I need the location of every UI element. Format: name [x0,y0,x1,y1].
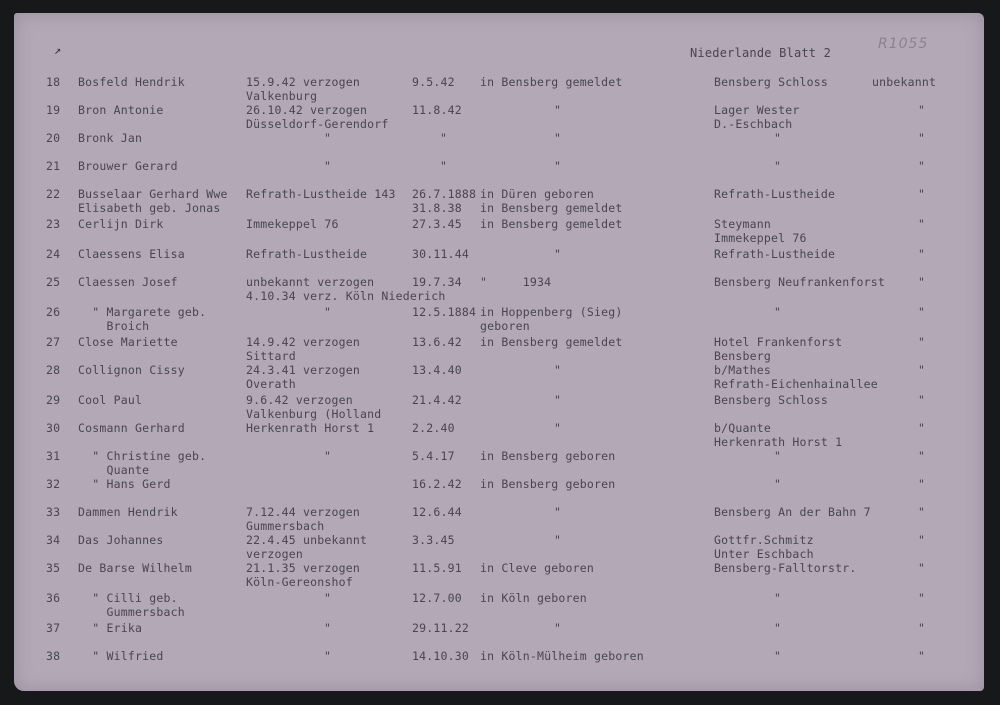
residence-note: 26.10.42 verzogen Düsseldorf-Gerendorf [246,103,389,131]
registration-note: " [554,393,562,407]
address: " [774,305,782,319]
residence-note: " [324,449,332,463]
registration-note: in Bensberg gemeldet [480,217,623,231]
residence-note: " [324,305,332,319]
address: Bensberg Schloss [714,393,828,407]
date: 29.11.22 [412,621,469,635]
status: unbekannt [872,75,937,89]
row-number: 20 [46,131,61,145]
date: 3.3.45 [412,533,455,547]
date: 13.6.42 [412,335,462,349]
registration-note: in Cleve geboren [480,561,594,575]
registration-note: " [554,247,562,261]
residence-note: 22.4.45 unbekannt verzogen [246,533,368,561]
residence-note: 24.3.41 verzogen Overath [246,363,360,391]
status: " [918,131,926,145]
address: " [774,591,782,605]
address: Gottfr.Schmitz Unter Eschbach [714,533,814,561]
address: " [774,131,782,145]
person-name: Cool Paul [78,393,143,407]
status: " [918,449,926,463]
date: 21.4.42 [412,393,462,407]
address: Bensberg An der Bahn 7 [714,505,871,519]
status: " [918,305,926,319]
row-number: 29 [46,393,61,407]
person-name: Das Johannes [78,533,164,547]
row-number: 25 [46,275,61,289]
address: Bensberg Neufrankenforst [714,275,885,289]
document-title: Niederlande Blatt 2 [690,46,832,60]
date: " [440,159,448,173]
document-page [14,13,984,691]
date: 11.8.42 [412,103,462,117]
status: " [918,217,926,231]
registration-note: in Köln-Mülheim geboren [480,649,644,663]
registration-note: in Bensberg geboren [480,449,616,463]
date: 12.6.44 [412,505,462,519]
registration-note: in Köln geboren [480,591,587,605]
row-number: 37 [46,621,61,635]
date: 11.5.91 [412,561,462,575]
residence-note: 15.9.42 verzogen Valkenburg [246,75,360,103]
registration-note: in Bensberg gemeldet [480,335,623,349]
row-number: 21 [46,159,61,173]
status: " [918,393,926,407]
person-name: De Barse Wilhelm [78,561,192,575]
address: b/Quante Herkenrath Horst 1 [714,421,843,449]
registration-note: " [554,131,562,145]
address: Hotel Frankenforst Bensberg [714,335,843,363]
residence-note: 21.1.35 verzogen Köln-Gereonshof [246,561,360,589]
row-number: 33 [46,505,61,519]
person-name: Bronk Jan [78,131,143,145]
date: 19.7.34 [412,275,462,289]
corner-mark: ↗ [54,43,62,57]
date: 2.2.40 [412,421,455,435]
residence-note: Immekeppel 76 [246,217,339,231]
residence-note: unbekannt verzogen 4.10.34 verz. Köln Niederich [246,275,446,303]
registration-note: " [554,363,562,377]
registration-note: in Düren geboren in Bensberg gemeldet [480,187,623,215]
row-number: 24 [46,247,61,261]
row-number: 22 [46,187,61,201]
registration-note: in Bensberg gemeldet [480,75,623,89]
status: " [918,363,926,377]
date: 9.5.42 [412,75,455,89]
person-name: Bosfeld Hendrik [78,75,185,89]
address: " [774,449,782,463]
date: 30.11.44 [412,247,469,261]
person-name: Claessens Elisa [78,247,185,261]
row-number: 35 [46,561,61,575]
row-number: 28 [46,363,61,377]
status: " [918,421,926,435]
residence-note: 14.9.42 verzogen Sittard [246,335,360,363]
status: " [918,103,926,117]
address: " [774,621,782,635]
status: " [918,477,926,491]
person-name: Busselaar Gerhard Wwe Elisabeth geb. Jonas [78,187,228,215]
residence-note: " [324,621,332,635]
residence-note: 9.6.42 verzogen Valkenburg (Holland [246,393,382,421]
date: 26.7.1888 31.8.38 [412,187,477,215]
person-name: Close Mariette [78,335,178,349]
row-number: 31 [46,449,61,463]
address: Steymann Immekeppel 76 [714,217,807,245]
date: 14.10.30 [412,649,469,663]
row-number: 18 [46,75,61,89]
person-name: Bron Antonie [78,103,164,117]
residence-note: " [324,591,332,605]
address: " [774,477,782,491]
registration-note: " [554,159,562,173]
status: " [918,187,926,201]
status: " [918,591,926,605]
row-number: 19 [46,103,61,117]
date: 13.4.40 [412,363,462,377]
row-number: 26 [46,305,61,319]
registration-note: " [554,421,562,435]
registration-note: " 1934 [480,275,552,289]
person-name: Brouwer Gerard [78,159,178,173]
archive-reference: R1055 [878,36,929,52]
person-name: " Erika [78,621,143,635]
person-name: " Margarete geb. Broich [92,305,207,333]
person-name: Dammen Hendrik [78,505,178,519]
status: " [918,533,926,547]
status: " [918,649,926,663]
residence-note: Herkenrath Horst 1 [246,421,375,435]
residence-note: " [324,159,332,173]
person-name: " Hans Gerd [78,477,171,491]
person-name: Collignon Cissy [78,363,185,377]
row-number: 34 [46,533,61,547]
row-number: 36 [46,591,61,605]
row-number: 32 [46,477,61,491]
residence-note: Refrath-Lustheide 143 [246,187,396,201]
address: Bensberg Schloss [714,75,828,89]
address: " [774,649,782,663]
status: " [918,561,926,575]
date: " [440,131,448,145]
registration-note: " [554,621,562,635]
person-name: " Christine geb. Quante [92,449,207,477]
date: 5.4.17 [412,449,455,463]
date: 12.5.1884 [412,305,477,319]
status: " [918,247,926,261]
residence-note: " [324,649,332,663]
status: " [918,335,926,349]
address: Lager Wester D.-Eschbach [714,103,800,131]
address: Bensberg-Falltorstr. [714,561,857,575]
registration-note: in Hoppenberg (Sieg) geboren [480,305,623,333]
date: 16.2.42 [412,477,462,491]
row-number: 38 [46,649,61,663]
date: 27.3.45 [412,217,462,231]
status: " [918,505,926,519]
registration-note: " [554,533,562,547]
row-number: 30 [46,421,61,435]
person-name: " Wilfried [78,649,164,663]
address: " [774,159,782,173]
registration-note: " [554,103,562,117]
address: Refrath-Lustheide [714,187,836,201]
status: " [918,159,926,173]
status: " [918,275,926,289]
residence-note: Refrath-Lustheide [246,247,368,261]
person-name: " Cilli geb. Gummersbach [92,591,185,619]
registration-note: in Bensberg geboren [480,477,616,491]
row-number: 23 [46,217,61,231]
address: Refrath-Lustheide [714,247,836,261]
registration-note: " [554,505,562,519]
row-number: 27 [46,335,61,349]
residence-note: " [324,131,332,145]
address: b/Mathes Refrath-Eichenhainallee [714,363,878,391]
person-name: Cerlijn Dirk [78,217,164,231]
status: " [918,621,926,635]
person-name: Claessen Josef [78,275,178,289]
date: 12.7.00 [412,591,462,605]
residence-note: 7.12.44 verzogen Gummersbach [246,505,360,533]
person-name: Cosmann Gerhard [78,421,185,435]
